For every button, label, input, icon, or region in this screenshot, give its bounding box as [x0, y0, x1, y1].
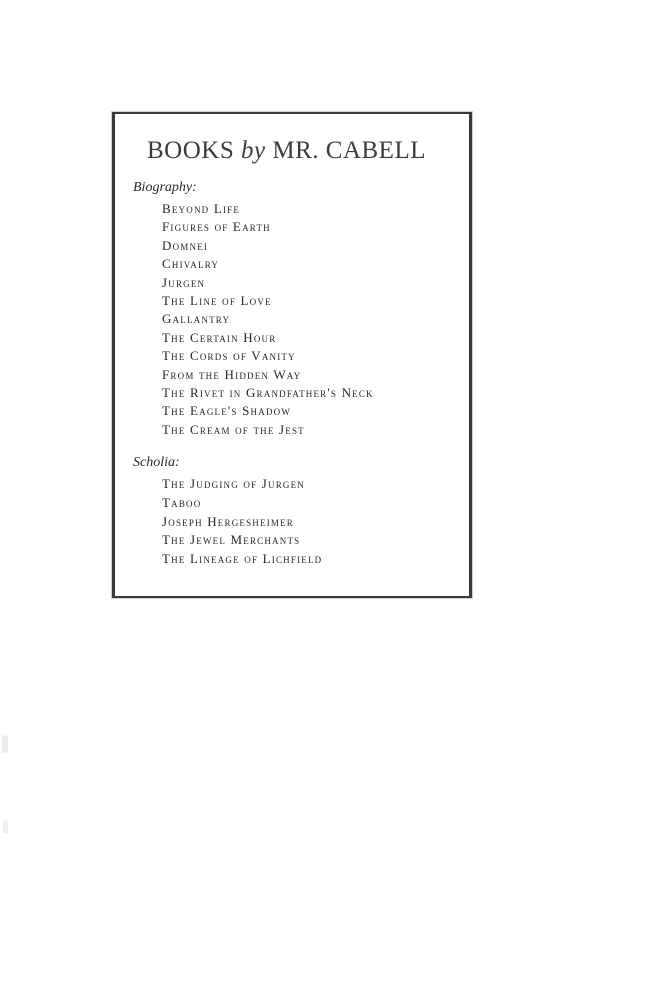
heading-by: by	[241, 137, 266, 164]
book-title: The Eagle's Shadow	[162, 403, 292, 419]
scholia-list	[162, 475, 322, 569]
book-title: The Judging of Jurgen	[162, 476, 306, 491]
book-title: Domnei	[162, 237, 209, 253]
book-title: Joseph Hergesheimer	[162, 513, 295, 529]
section-label-biography: Biography:	[133, 180, 197, 195]
heading-author: MR. CABELL	[265, 137, 426, 164]
book-title: Jurgen	[162, 274, 206, 290]
book-title: The Rivet in Grandfather's Neck	[162, 384, 374, 400]
book-title: Gallantry	[162, 311, 231, 327]
book-title: The Lineage of Lichfield	[162, 551, 323, 567]
book-title: The Line of Love	[162, 292, 272, 308]
page-smudge	[2, 735, 8, 753]
book-title: The Cords of Vanity	[162, 348, 296, 364]
book-title: From the Hidden Way	[162, 366, 302, 382]
book-title: Chivalry	[162, 256, 220, 272]
section-label-scholia: Scholia:	[133, 455, 180, 470]
book-title: The Certain Hour	[162, 329, 277, 345]
page-heading	[147, 137, 447, 165]
biography-list	[162, 200, 374, 439]
heading-books: BOOKS	[147, 137, 241, 164]
book-title: Beyond Life	[162, 201, 241, 216]
book-title: Figures of Earth	[162, 219, 271, 235]
book-title: Taboo	[162, 494, 202, 510]
book-title: The Jewel Merchants	[162, 532, 301, 548]
page-smudge	[3, 820, 8, 834]
book-title: The Cream of the Jest	[162, 421, 305, 437]
